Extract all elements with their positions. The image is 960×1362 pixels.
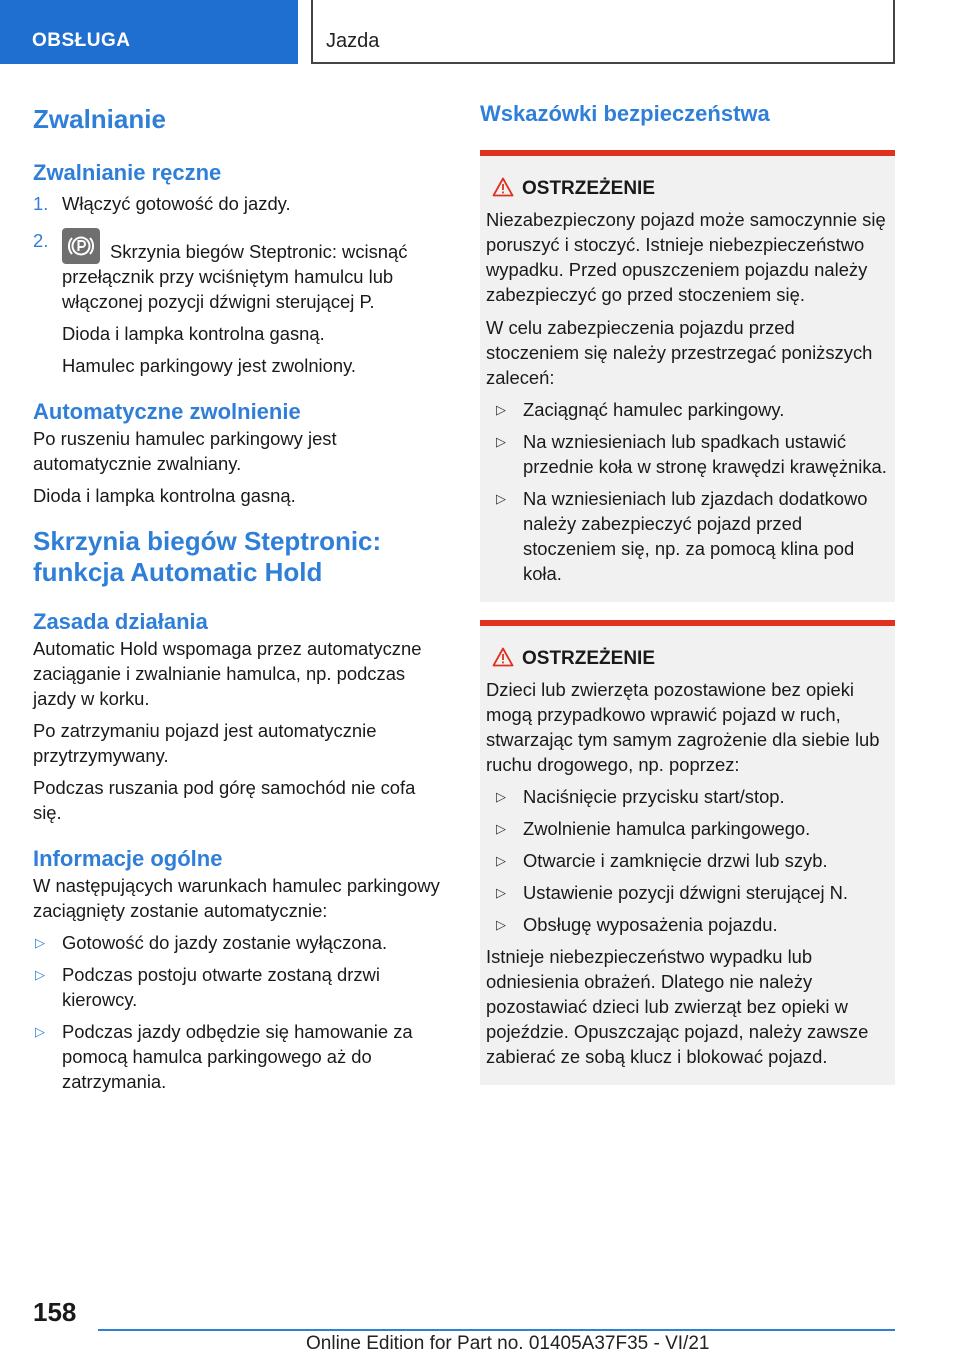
manual-steps xyxy=(33,191,445,378)
warning-box-1 xyxy=(480,150,895,602)
step-text: Włączyć gotowość do jazdy. xyxy=(62,193,291,214)
triangle-bullet-icon: ▷ xyxy=(496,789,506,804)
parking-brake-icon xyxy=(62,228,100,264)
bullet-text: Otwarcie i zamknięcie drzwi lub szyb. xyxy=(523,850,828,871)
warning-title xyxy=(486,646,889,671)
heading-zwalnianie: Zwalnianie xyxy=(33,104,166,134)
warning-triangle-icon xyxy=(492,647,514,667)
paragraph: Po zatrzymaniu pojazd jest automatycznie przytrzymywany. xyxy=(33,720,377,766)
step-number: 2. xyxy=(33,230,49,251)
heading-automatic-release: Automatyczne zwolnienie xyxy=(33,399,301,424)
warning-box-2 xyxy=(480,620,895,1085)
bullet-text: Naciśnięcie przycisku start/stop. xyxy=(523,786,785,807)
chapter-header xyxy=(311,0,895,64)
triangle-bullet-icon: ▷ xyxy=(496,917,506,932)
list-item xyxy=(494,912,889,937)
paragraph: Niezabezpieczony pojazd może samoczynnie się poruszyć i stoczyć. Istnieje niebezpieczeństwo wypadku. Przed opuszczeniem pojazdu należy zabezpieczyć go przed stoczeniem się. xyxy=(486,209,886,305)
list-item xyxy=(33,1019,445,1094)
warning-label: OSTRZEŻENIE xyxy=(522,648,656,669)
triangle-bullet-icon: ▷ xyxy=(496,491,506,506)
list-item xyxy=(494,816,889,841)
triangle-bullet-icon: ▷ xyxy=(35,967,45,982)
bullet-text: Zwolnienie hamulca parkingowego. xyxy=(523,818,811,839)
bullet-text: Obsługę wyposażenia pojazdu. xyxy=(523,914,778,935)
triangle-bullet-icon: ▷ xyxy=(496,402,506,417)
warning-triangle-icon xyxy=(492,177,514,197)
bullet-text: Ustawienie pozycji dźwigni sterującej N. xyxy=(523,882,849,903)
footer-edition: Online Edition for Part no. 01405A37F35 - VI/21 xyxy=(306,1333,710,1354)
list-item xyxy=(494,486,889,586)
heading-manual-release: Zwalnianie ręczne xyxy=(33,160,222,185)
chapter-title: Jazda xyxy=(326,30,380,52)
list-item xyxy=(33,930,445,955)
left-column xyxy=(33,100,445,1094)
heading-principle: Zasada działania xyxy=(33,609,208,634)
list-item xyxy=(33,228,445,378)
bullet-text: Na wzniesieniach lub spadkach ustawić przednie koła w stronę krawędzi krawężnika. xyxy=(523,431,887,477)
paragraph: Dioda i lampka kontrolna gasną. xyxy=(33,485,296,506)
bullet-text: Na wzniesieniach lub zjazdach dodatkowo należy zabezpieczyć pojazd przed stoczeniem się, np. za pomocą klina pod koła. xyxy=(523,488,868,584)
list-item xyxy=(494,880,889,905)
list-item xyxy=(494,397,889,422)
bullet-text: Podczas postoju otwarte zostaną drzwi kierowcy. xyxy=(62,964,380,1010)
paragraph: Podczas ruszania pod górę samochód nie cofa się. xyxy=(33,777,416,823)
step-text: Skrzynia biegów Steptronic: wcisnąć przełącznik przy wciśniętym hamulcu lub włączonej pozycji dźwigni sterującej P. xyxy=(62,241,408,312)
section-tab xyxy=(0,0,298,64)
triangle-bullet-icon: ▷ xyxy=(496,853,506,868)
heading-safety: Wskazówki bezpieczeństwa xyxy=(480,101,770,126)
warning-title xyxy=(486,176,889,201)
warning-bullets xyxy=(494,784,889,937)
paragraph: Istnieje niebezpieczeństwo wypadku lub odniesienia obrażeń. Dlatego nie należy pozostawiać dzieci lub zwierząt bez opieki w pojeździe. Opuszczając pojazd, należy zawsze zabierać ze sobą klucz i blokować pojazd. xyxy=(486,946,869,1067)
bullet-text: Gotowość do jazdy zostanie wyłączona. xyxy=(62,932,388,953)
triangle-bullet-icon: ▷ xyxy=(35,935,45,950)
list-item xyxy=(33,962,445,1012)
heading-general-info: Informacje ogólne xyxy=(33,846,223,871)
paragraph: Dzieci lub zwierzęta pozostawione bez opieki mogą przypadkowo wprawić pojazd w ruch, stwarzając tym samym zagrożenie dla siebie lub ruchu drogowego, np. poprzez: xyxy=(486,679,880,775)
paragraph: Automatic Hold wspomaga przez automatyczne zaciąganie i zwalnianie hamulca, np. podczas jazdy w korku. xyxy=(33,638,422,709)
step-note: Dioda i lampka kontrolna gasną. xyxy=(62,323,325,344)
footer-divider xyxy=(98,1329,895,1331)
warning-label: OSTRZEŻENIE xyxy=(522,178,656,199)
bullet-text: Podczas jazdy odbędzie się hamowanie za pomocą hamulca parkingowego aż do zatrzymania. xyxy=(62,1021,413,1092)
list-item xyxy=(494,784,889,809)
general-bullets xyxy=(33,930,445,1094)
step-note: Hamulec parkingowy jest zwolniony. xyxy=(62,355,357,376)
triangle-bullet-icon: ▷ xyxy=(496,821,506,836)
list-item xyxy=(33,191,445,216)
list-item xyxy=(494,429,889,479)
triangle-bullet-icon: ▷ xyxy=(496,885,506,900)
list-item xyxy=(494,848,889,873)
warning-bullets xyxy=(494,397,889,586)
bullet-text: Zaciągnąć hamulec parkingowy. xyxy=(523,399,785,420)
right-column xyxy=(480,100,895,1085)
page-number: 158 xyxy=(33,1297,77,1327)
triangle-bullet-icon: ▷ xyxy=(35,1024,45,1039)
section-title: OBSŁUGA xyxy=(32,30,131,51)
paragraph: Po ruszeniu hamulec parkingowy jest automatycznie zwalniany. xyxy=(33,428,337,474)
heading-steptronic-automatic-hold: Skrzynia biegów Steptronic: funkcja Automatic Hold xyxy=(33,526,382,587)
paragraph: W następujących warunkach hamulec parkingowy zaciągnięty zostanie automatycznie: xyxy=(33,875,440,921)
step-number: 1. xyxy=(33,193,49,214)
paragraph: W celu zabezpieczenia pojazdu przed stoczeniem się należy przestrzegać poniższych zaleceń: xyxy=(486,317,873,388)
triangle-bullet-icon: ▷ xyxy=(496,434,506,449)
